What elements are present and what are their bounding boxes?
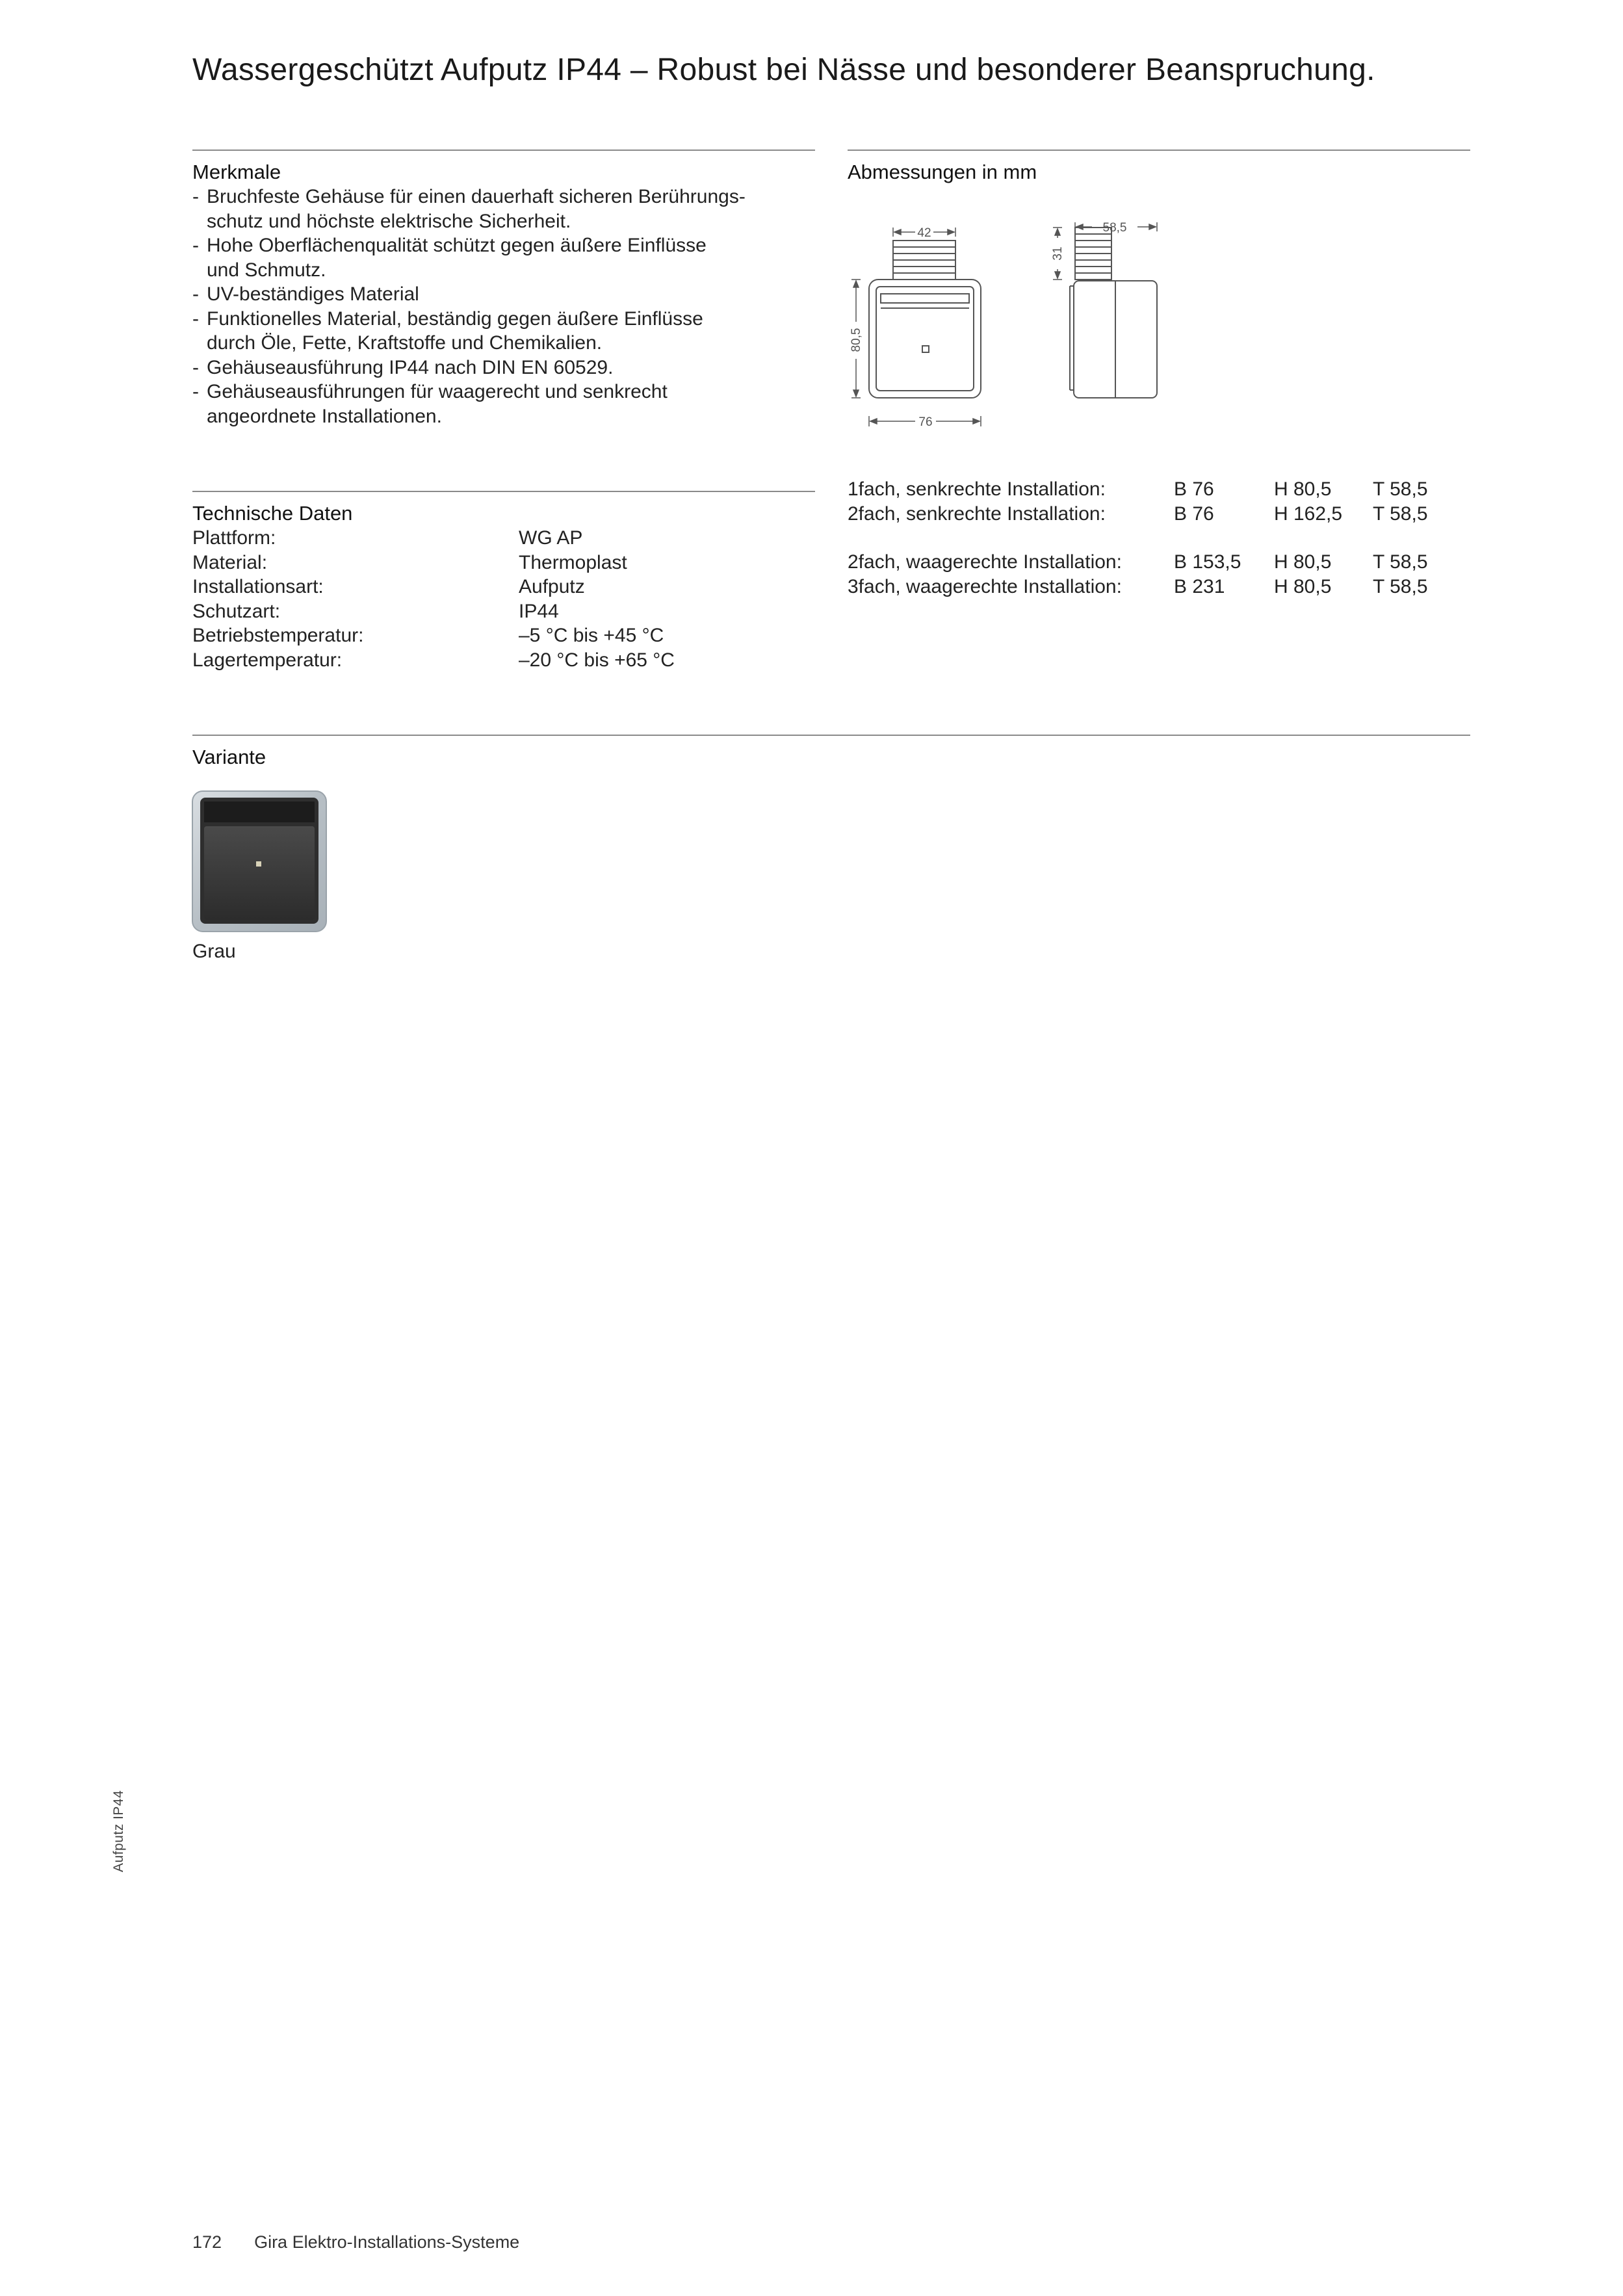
- abmessungen-label: 1fach, senkrechte Installation:: [848, 478, 1106, 500]
- abmessungen-label: 2fach, waagerechte Installation:: [848, 551, 1122, 573]
- merkmale-item: - UV-beständiges Material: [192, 283, 419, 305]
- abmessungen-h: H 80,5: [1274, 478, 1332, 500]
- abmessungen-b: B 76: [1174, 478, 1214, 500]
- merkmale-item-line2: durch Öle, Fette, Kraftstoffe und Chemikalien.: [207, 332, 603, 354]
- merkmale-item: - Hohe Oberflächenqualität schützt gegen äußere Einflüsse und Schmutz.: [192, 235, 707, 281]
- abmessungen-h: H 80,5: [1274, 551, 1332, 573]
- abmessungen-t: T 58,5: [1373, 502, 1428, 525]
- abmessungen-row: [848, 575, 1428, 599]
- abmessungen-table: [848, 477, 1428, 599]
- technische-daten-value: –5 °C bis +45 °C: [519, 625, 664, 646]
- merkmale-item: - Gehäuseausführung IP44 nach DIN EN 60529.: [192, 356, 614, 378]
- merkmale-item: - Bruchfeste Gehäuse für einen dauerhaft sicheren Berührungs- schutz und höchste elektrische Sicherheit.: [192, 186, 746, 232]
- abmessungen-h: H 80,5: [1274, 575, 1332, 597]
- technische-daten-row: [192, 526, 675, 551]
- side-section-label: Aufputz IP44: [111, 1790, 126, 1872]
- merkmale-item-line2: angeordnete Installationen.: [207, 405, 442, 427]
- technische-daten-value: WG AP: [519, 527, 583, 549]
- variant-label: Grau: [192, 941, 236, 962]
- abmessungen-row: [848, 502, 1428, 527]
- technische-daten-label: Installationsart:: [192, 576, 324, 597]
- variante-divider: [192, 735, 1470, 736]
- abmessungen-t: T 58,5: [1373, 478, 1428, 500]
- technische-daten-row: [192, 575, 675, 599]
- merkmale-item-line1: Funktionelles Material, beständig gegen äußere Einflüsse: [207, 307, 703, 330]
- merkmale-item-line1: Hohe Oberflächenqualität schützt gegen äußere Einflüsse: [207, 235, 707, 256]
- technische-daten-row: [192, 623, 675, 648]
- variante-heading: Variante: [192, 746, 266, 768]
- merkmale-item-line1: Bruchfeste Gehäuse für einen dauerhaft sicheren Berührungs-: [207, 186, 746, 207]
- front-body: [869, 280, 981, 398]
- abmessungen-h: H 162,5: [1274, 502, 1343, 525]
- abmessungen-label: 3fach, waagerechte Installation:: [848, 575, 1122, 597]
- abmessungen-row: [848, 550, 1428, 575]
- merkmale-list: [192, 185, 823, 428]
- led-marker: [922, 346, 929, 352]
- technische-daten-label: Schutzart:: [192, 600, 281, 622]
- abmessungen-heading: Abmessungen in mm: [848, 161, 1037, 183]
- merkmale-item-line1: Gehäuseausführung IP44 nach DIN EN 60529.: [207, 356, 614, 378]
- merkmale-item-line1: UV-beständiges Material: [207, 283, 419, 305]
- footer-text: Gira Elektro-Installations-Systeme: [254, 2232, 520, 2252]
- page-number: 172: [192, 2232, 222, 2252]
- merkmale-item: - Gehäuseausführungen für waagerecht und senkrecht angeordnete Installationen.: [192, 381, 668, 427]
- page-footer: [192, 2231, 519, 2253]
- variant-swatch-grau: [191, 790, 328, 933]
- abmessungen-b: B 231: [1174, 575, 1225, 597]
- abmessungen-t: T 58,5: [1373, 575, 1428, 597]
- abmessungen-b: B 153,5: [1174, 551, 1241, 573]
- technische-daten-label: Material:: [192, 551, 268, 573]
- technische-daten-label: Betriebstemperatur:: [192, 625, 364, 646]
- technische-daten-table: [192, 526, 675, 672]
- technische-daten-row: [192, 599, 675, 624]
- merkmale-divider: [192, 150, 815, 151]
- abmessungen-spacer: [848, 526, 1428, 550]
- dim-width: 76: [918, 415, 933, 429]
- dimension-drawing: [838, 208, 1189, 449]
- merkmale-heading: Merkmale: [192, 161, 281, 183]
- merkmale-item: - Funktionelles Material, beständig gegen äußere Einflüsse durch Öle, Fette, Kraftstoffe und Chemikalien.: [192, 307, 703, 354]
- led-indicator-icon: [256, 861, 261, 867]
- abmessungen-label: 2fach, senkrechte Installation:: [848, 502, 1106, 525]
- technische-daten-value: Thermoplast: [519, 551, 627, 573]
- technische-daten-value: IP44: [519, 600, 559, 622]
- abmessungen-t: T 58,5: [1373, 551, 1428, 573]
- technische-daten-divider: [192, 491, 815, 492]
- technische-daten-heading: Technische Daten: [192, 502, 353, 525]
- technische-daten-value: Aufputz: [519, 576, 585, 597]
- merkmale-item-line2: und Schmutz.: [207, 259, 326, 281]
- abmessungen-b: B 76: [1174, 502, 1214, 525]
- technische-daten-value: –20 °C bis +65 °C: [519, 649, 675, 671]
- technische-daten-label: Lagertemperatur:: [192, 649, 343, 671]
- technische-daten-row: [192, 648, 675, 673]
- technische-daten-label: Plattform:: [192, 527, 276, 549]
- abmessungen-row: [848, 477, 1428, 502]
- dim-depth: 58,5: [1102, 221, 1127, 235]
- dim-height: 80,5: [850, 328, 863, 352]
- dim-top-height: 31: [1051, 246, 1065, 261]
- dim-top-width: 42: [917, 226, 931, 240]
- merkmale-item-line2: schutz und höchste elektrische Sicherheit.: [207, 210, 571, 232]
- page-title: Wassergeschützt Aufputz IP44 – Robust bei Nässe und besonderer Beanspruchung.: [192, 53, 1375, 87]
- merkmale-item-line1: Gehäuseausführungen für waagerecht und senkrecht: [207, 381, 668, 402]
- technische-daten-row: [192, 551, 675, 575]
- abmessungen-divider: [848, 150, 1470, 151]
